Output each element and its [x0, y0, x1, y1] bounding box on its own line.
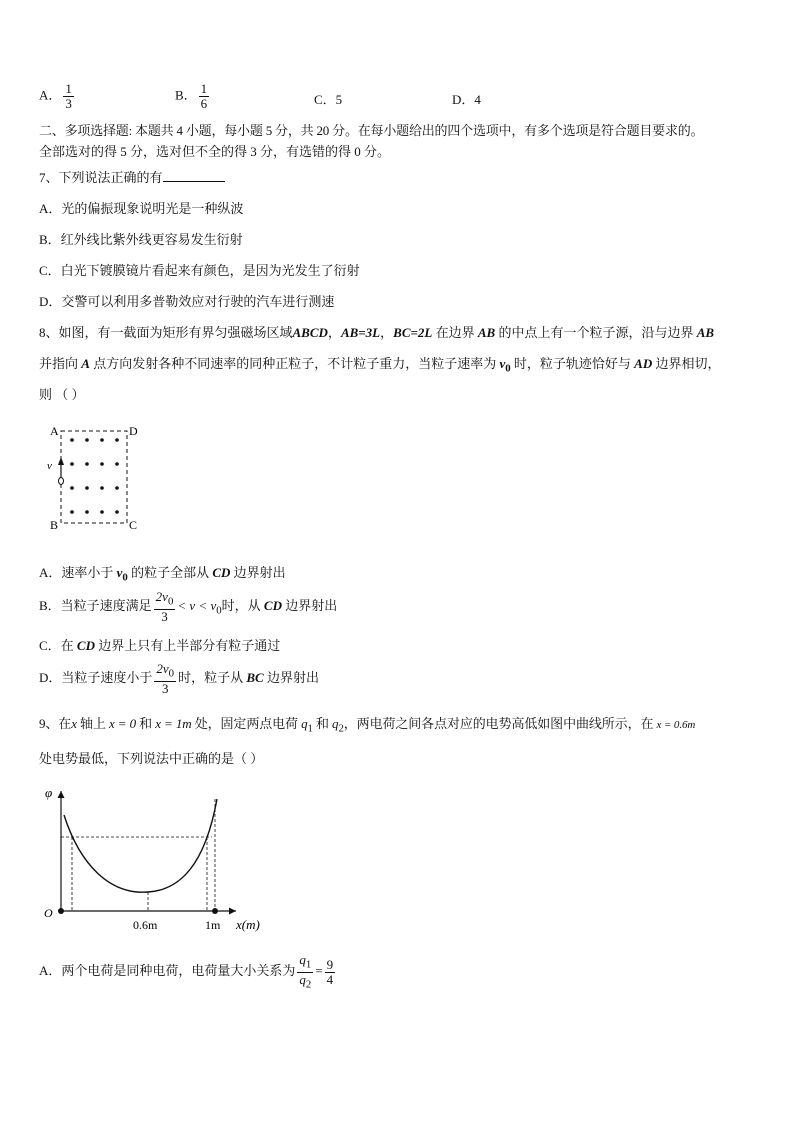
field-dot	[85, 438, 89, 442]
fraction: $\frac{1}{3}$	[65, 81, 72, 111]
q7-option-d: D．交警可以利用多普勒效应对行驶的汽车进行测速	[39, 294, 335, 309]
charge-q1	[58, 908, 64, 914]
label-c: C	[129, 518, 138, 532]
q8-stem-line2: 并指向 A 点方向发射各种不同速率的同种正粒子，不计粒子重力，当粒子速率为 $v_0$ 时，粒子轨迹恰好与 AD 边界相切，	[39, 356, 721, 375]
q9-option-a: A．两个电荷是同种电荷，电荷量大小关系为 $\frac{q_1}{q_2}$ = $\frac{9}{4}$	[39, 952, 334, 991]
field-boundary	[61, 431, 127, 523]
field-dot	[115, 462, 119, 466]
q8-option-b: B．当粒子速度满足 $\frac{2v_0}{3}$ < $v < v_0$时，从 CD 边界射出	[39, 589, 338, 624]
fraction: $\frac{9}{4}$	[326, 956, 334, 987]
field-dot	[115, 486, 119, 490]
q7-option-c: C．白光下镀膜镜片看起来有颜色，是因为光发生了衍射	[39, 263, 360, 278]
label-d: D	[129, 424, 138, 438]
q7-option-a: A．光的偏振现象说明光是一种纵波	[39, 201, 244, 216]
answer-blank	[163, 169, 225, 182]
field-dots	[70, 438, 119, 514]
q8-option-d: D．当粒子速度小于 $\frac{2v_0}{3}$ 时，粒子从 BC 边界射出	[39, 661, 319, 696]
field-dot	[100, 510, 104, 514]
q8-figure	[45, 420, 155, 535]
potential-curve	[64, 799, 217, 892]
q6-option-b: B． $\frac{1}{6}$	[175, 81, 208, 111]
section-heading-2: 全部选对的得 5 分，选对但不全的得 3 分，有选错的得 0 分。	[39, 144, 391, 159]
x-axis-label: x(m)	[236, 917, 260, 932]
particle-source	[59, 478, 64, 485]
field-dot	[85, 486, 89, 490]
phi-label: φ	[45, 785, 53, 800]
fraction: $\frac{1}{6}$	[200, 81, 208, 111]
field-dot	[70, 486, 74, 490]
field-dot	[70, 462, 74, 466]
q6-option-c: C．5	[314, 92, 343, 107]
label-a: A	[50, 424, 59, 438]
field-dot	[115, 510, 119, 514]
field-dot	[85, 462, 89, 466]
label-v: v	[47, 460, 52, 472]
fraction: $\frac{q_1}{q_2}$	[299, 952, 312, 991]
fraction: $\frac{2v_0}{3}$	[155, 589, 174, 624]
q7-option-b: B．红外线比紫外线更容易发生衍射	[39, 232, 243, 247]
field-dot	[70, 510, 74, 514]
q9-stem-line1: 9、在x 轴上 x = 0 和 x = 1m 处，固定两点电荷 $q_1$ 和 $q_2$，两电荷之间各点对应的电势高低如图中曲线所示，在 x = 0.6m	[39, 716, 696, 735]
q8-option-c: C．在 CD 边界上只有上半部分有粒子通过	[39, 638, 281, 653]
q8-option-a: A．速率小于 $v_0$ 的粒子全部从 CD 边界射出	[39, 565, 286, 584]
field-dot	[115, 438, 119, 442]
q7-stem: 7、下列说法正确的有	[39, 167, 225, 186]
field-dot	[100, 462, 104, 466]
field-dot	[85, 510, 89, 514]
tick-1m: 1m	[205, 918, 221, 932]
field-dot	[100, 486, 104, 490]
q8-stem-line1: 8、如图，有一截面为矩形有界匀强磁场区域ABCD，AB=3L，BC=2L 在边界 AB 的中点上有一个粒子源，沿与边界 AB	[39, 325, 715, 340]
origin-label: O	[44, 906, 53, 920]
q6-option-d: D．4	[452, 92, 481, 107]
q9-potential-graph	[40, 785, 280, 935]
field-dot	[70, 438, 74, 442]
tick-0-6m: 0.6m	[133, 918, 158, 932]
section-heading: 二、多项选择题: 本题共 4 小题，每小题 5 分，共 20 分。在每小题给出的四个选项中，有多个选项是符合题目要求的。	[39, 123, 704, 138]
charge-q2	[212, 908, 218, 914]
q9-stem-line2: 处电势最低，下列说法中正确的是（ ）	[39, 751, 264, 766]
label-b: B	[50, 518, 59, 532]
q8-stem-line3: 则 （ ）	[39, 387, 85, 402]
field-dot	[100, 438, 104, 442]
arrow-head	[58, 457, 64, 465]
q6-option-a: A． $\frac{1}{3}$	[39, 81, 72, 111]
fraction: $\frac{2v_0}{3}$	[156, 661, 175, 696]
